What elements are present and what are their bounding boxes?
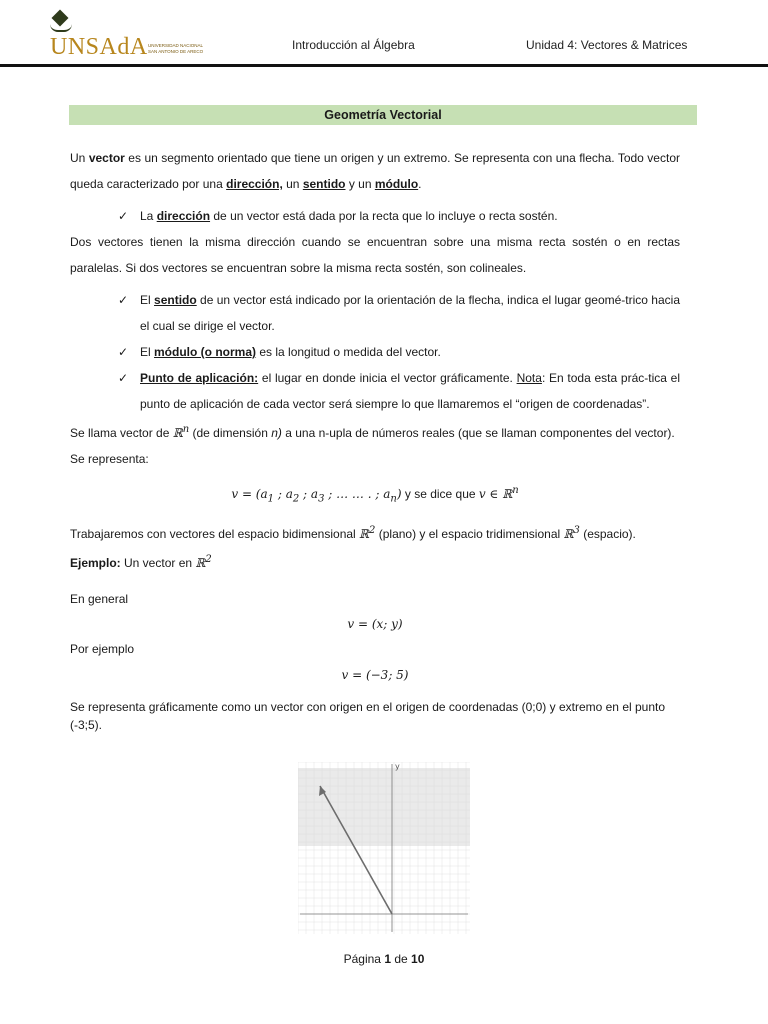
math: v = (a <box>231 487 268 501</box>
section-title: Geometría Vectorial <box>69 105 697 125</box>
term-vector: vector <box>88 151 125 165</box>
text: (espacio). <box>579 527 636 542</box>
math-exponent: 3 <box>573 525 580 537</box>
text: es un segmento orientado que tiene un origen y un extremo. Se representa con una flecha. Todo vector queda caracterizado por una <box>70 151 680 191</box>
math-exponent: n <box>182 424 190 435</box>
text: El <box>140 345 155 359</box>
term-modulo: módulo <box>374 177 419 191</box>
text: y un <box>345 177 375 191</box>
text: de un vector está indicado por la orientación de la flecha, indica el lugar geomé-trico hacia el cual se dirige el vector. <box>140 293 680 333</box>
paragraph-vector-definition <box>70 145 680 197</box>
text: . <box>418 177 422 191</box>
check-icon: ✓ <box>118 209 129 223</box>
text: Trabajaremos con vectores del espacio bidimensional <box>70 527 360 542</box>
term-direccion: dirección <box>156 209 211 223</box>
text: Un vector en <box>120 556 196 571</box>
paragraph-example <box>70 547 680 576</box>
text: El <box>140 293 155 307</box>
formula-n-upla <box>70 478 680 512</box>
math: ) <box>396 487 402 501</box>
text: : En toda esta prác-tica el punto de aplicación de cada vector será siempre lo que llamaremos el “origen de coordenadas”. <box>140 371 681 411</box>
text: y se dice que <box>401 487 479 501</box>
logo-text: UNSAdA <box>50 34 148 60</box>
formula-example: v = (−3; 5) <box>341 668 409 683</box>
text: de un vector está dada por la recta que lo incluye o recta sostén. <box>210 209 558 223</box>
term-nota: Nota <box>516 371 542 385</box>
paragraph-colineales: Dos vectores tienen la misma dirección cuando se encuentran sobre una misma recta sostén o en rectas paralelas. Si dos vectores se encuentran sobre la misma recta sostén, son colineales. <box>70 235 680 275</box>
math-sub: 2 <box>292 493 300 505</box>
check-icon: ✓ <box>118 371 129 385</box>
math-r: ℝ <box>172 426 183 440</box>
course-name: Introducción al Álgebra <box>292 38 415 52</box>
math-exponent: n <box>512 485 519 496</box>
math-r: ℝ <box>563 527 574 542</box>
math: ; … … . ; a <box>324 487 391 501</box>
text: (de dimensión <box>189 426 272 440</box>
graph-shaded-region <box>298 768 470 846</box>
formula-general: v = (x; y) <box>347 617 403 632</box>
term-punto-aplicacion: Punto de aplicación: <box>140 371 259 385</box>
math: v ∈ ℝ <box>478 487 513 501</box>
math: ; a <box>299 487 319 501</box>
page-total: 10 <box>411 952 425 966</box>
math-sub: 1 <box>267 493 275 505</box>
university-logo <box>50 6 210 62</box>
term-modulo-norma: módulo (o norma) <box>154 345 257 359</box>
math: ; a <box>274 487 293 501</box>
page-footer <box>0 952 768 966</box>
check-icon: ✓ <box>118 345 129 359</box>
page-number: 1 <box>384 952 391 966</box>
paragraph-por-ejemplo: Por ejemplo <box>70 642 135 657</box>
text: La <box>140 209 157 223</box>
y-axis-label: y <box>395 762 400 771</box>
paragraph-vector-rn <box>70 417 680 472</box>
unit-name: Unidad 4: Vectores & Matrices <box>526 38 688 52</box>
math-r: ℝ <box>195 556 206 571</box>
text: un <box>282 177 303 191</box>
text: a una n-upla de números reales (que se llaman componentes del vector). Se representa: <box>70 426 675 466</box>
math-exponent: 2 <box>205 554 212 566</box>
paragraph-spaces <box>70 518 680 547</box>
logo-wings-icon <box>50 24 72 32</box>
vector-graph <box>298 762 470 934</box>
paragraph-general: En general <box>70 592 129 607</box>
math-r: ℝ <box>359 527 370 542</box>
math-exponent: 2 <box>369 525 376 537</box>
bullet-sentido <box>70 287 680 339</box>
text: es la longitud o medida del vector. <box>256 345 441 359</box>
bullet-punto-aplicacion <box>70 365 680 417</box>
text: el lugar en donde inicia el vector gráficamente. <box>258 371 517 385</box>
text: Página <box>343 952 385 966</box>
document-body <box>70 105 680 734</box>
text: Un <box>70 151 89 165</box>
text: (plano) y el espacio tridimensional <box>375 527 564 542</box>
term-direccion: dirección, <box>226 177 283 191</box>
bullet-direccion <box>70 203 680 229</box>
math-sub: 3 <box>318 493 325 505</box>
term-sentido: sentido <box>302 177 346 191</box>
term-sentido: sentido <box>154 293 197 307</box>
text: Se llama vector de <box>70 426 173 440</box>
text: n) <box>271 426 282 440</box>
text: de <box>391 952 412 966</box>
bullet-modulo <box>70 339 680 365</box>
paragraph-graph-description: Se representa gráficamente como un vector con origen en el origen de coordenadas (0;0) y extremo en el punto (-3;5). <box>70 700 666 733</box>
logo-subtext: UNIVERSIDAD NACIONAL SAN ANTONIO DE ARECO <box>148 43 204 54</box>
page-header <box>0 0 768 66</box>
example-label: Ejemplo: <box>70 556 121 571</box>
check-icon: ✓ <box>118 293 129 307</box>
header-rule <box>0 64 768 67</box>
math-sub: n <box>390 493 397 505</box>
